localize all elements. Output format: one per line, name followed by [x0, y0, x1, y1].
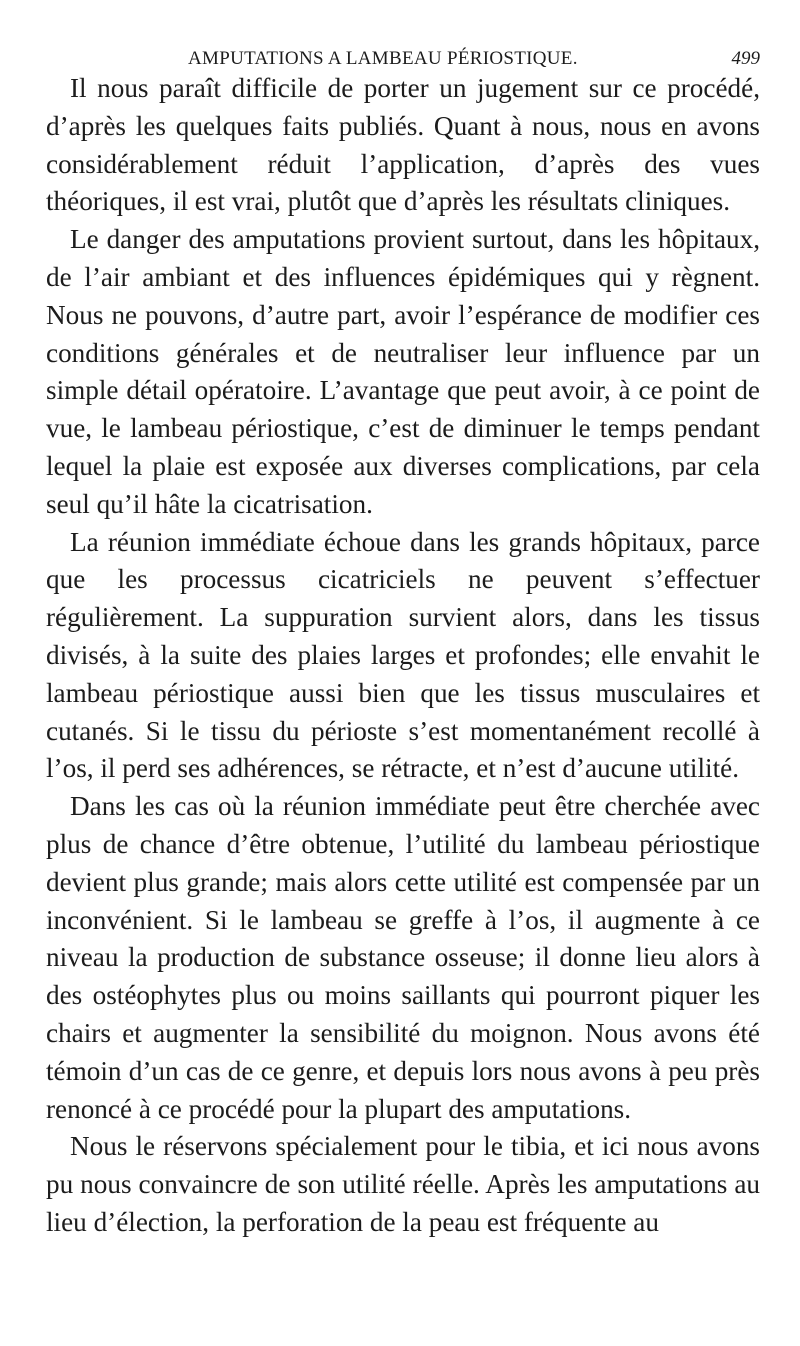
book-page	[46, 0, 760, 1242]
paragraph: Nous le réservons spécialement pour le tibia, et ici nous avons pu nous convaincre de son utilité réelle. Après les amputations au lieu d’élection, la perforation de la peau est fréquente au	[46, 1131, 760, 1237]
body-text	[46, 70, 760, 1242]
paragraph: La réunion immédiate échoue dans les grands hôpitaux, parce que les processus cicatriciels ne peuvent s’effectuer régulièrement. La suppuration survient alors, dans les tissus divisés, à la suite des plaies larges et profondes; elle envahit le lambeau périostique aussi bien que les tissus musculaires et cutanés. Si le tissu du périoste s’est momentanément recollé à l’os, il perd ses adhérences, se rétracte, et n’est d’aucune utilité.	[46, 526, 760, 784]
paragraph: Dans les cas où la réunion immédiate peut être cherchée avec plus de chance d’être obtenue, l’utilité du lambeau périostique devient plus grande; mais alors cette utilité est compensée par un inconvénient. Si le lambeau se greffe à l’os, il augmente à ce niveau la production de substance osseuse; il donne lieu alors à des ostéophytes plus ou moins saillants qui pourront piquer les chairs et augmenter la sensibilité du moignon. Nous avons été témoin d’un cas de ce genre, et depuis lors nous avons à peu près renoncé à ce procédé pour la plupart des amputations.	[46, 791, 760, 1124]
paragraph: Il nous paraît difficile de porter un jugement sur ce procédé, d’après les quelques faits publiés. Quant à nous, nous en avons considérablement réduit l’application, d’après des vues théoriques, il est vrai, plutôt que d’après les résultats cliniques.	[46, 73, 760, 217]
paragraph: Le danger des amputations provient surtout, dans les hôpitaux, de l’air ambiant et des influences épidémiques qui y règnent. Nous ne pouvons, d’autre part, avoir l’espérance de modifier ces conditions générales et de neutraliser leur influence par un simple détail opératoire. L’avantage que peut avoir, à ce point de vue, le lambeau périostique, c’est de diminuer le temps pendant lequel la plaie est exposée aux diverses complications, par cela seul qu’il hâte la cicatrisation.	[46, 224, 760, 519]
running-head	[60, 48, 760, 88]
running-title: AMPUTATIONS A LAMBEAU PÉRIOSTIQUE.	[188, 48, 578, 69]
page-number: 499	[731, 48, 760, 69]
